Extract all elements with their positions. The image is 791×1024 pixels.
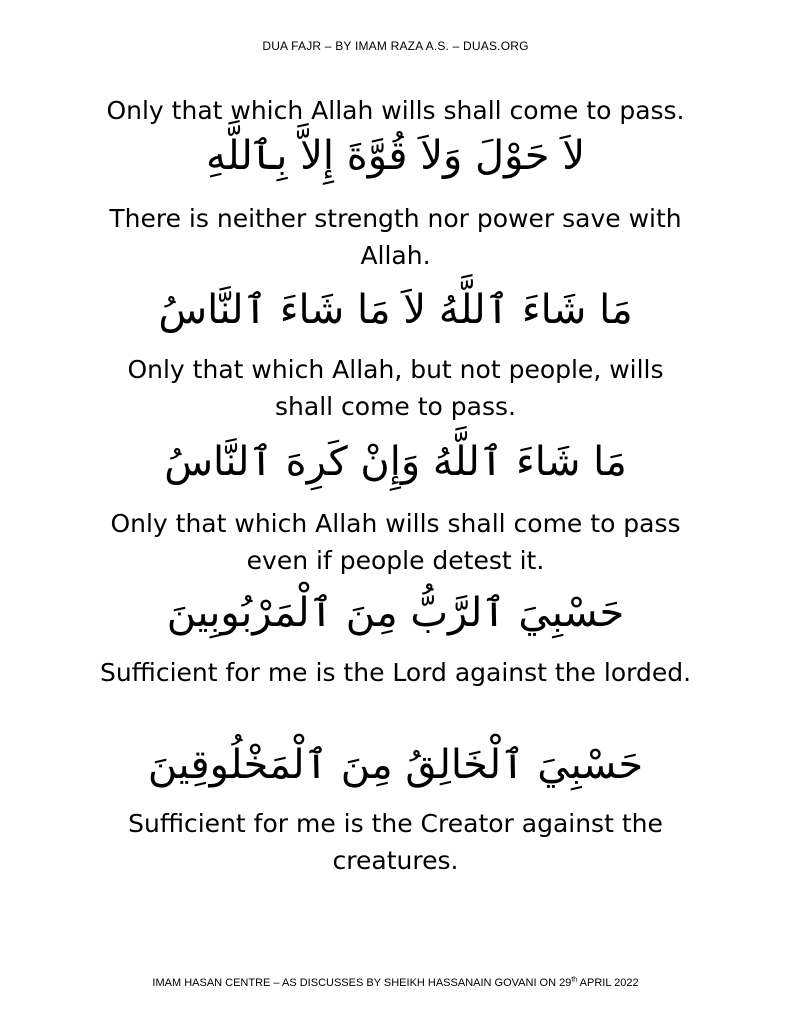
arabic-verse-1: لاَ حَوْلَ وَلاَ قُوَّةَ إِلاَّ بِٱللَّهِ (205, 133, 586, 179)
footer-text-end: APRIL 2022 (577, 977, 639, 989)
arabic-verse-3: مَا شَاءَ ٱللَّهُ وَإِنْ كَرِهَ ٱلنَّاسُ (164, 439, 627, 485)
translation-text-5: Sufficient for me is the Lord against the lorded. (99, 658, 692, 687)
page-header: DUA FAJR – BY IMAM RAZA A.S. – DUAS.ORG (262, 39, 529, 53)
arabic-verse-2: مَا شَاءَ ٱللَّهُ لاَ مَا شَاءَ ٱلنَّاسُ (158, 287, 633, 333)
translation-text-4: Only that which Allah wills shall come to pass even if people detest it. (110, 509, 681, 575)
footer-text-start: IMAM HASAN CENTRE – AS DISCUSSES BY SHEIKH HASSANAIN GOVANI ON 29 (152, 977, 572, 989)
translation-text-2: There is neither strength nor power save with Allah. (109, 204, 682, 270)
arabic-verse-4: حَسْبِيَ ٱلرَّبُّ مِنَ ٱلْمَرْبُوبِينَ (166, 590, 625, 636)
translation-text-6: Sufficient for me is the Creator against the creatures. (128, 809, 663, 875)
translation-text-1: Only that which Allah wills shall come to pass. (106, 96, 685, 125)
footer-date-superscript: th (571, 976, 578, 984)
page-footer (0, 977, 791, 989)
translation-text-3: Only that which Allah, but not people, wills shall come to pass. (127, 355, 664, 421)
arabic-verse-5: حَسْبِيَ ٱلْخَالِقُ مِنَ ٱلْمَخْلُوقِينَ (147, 742, 644, 788)
